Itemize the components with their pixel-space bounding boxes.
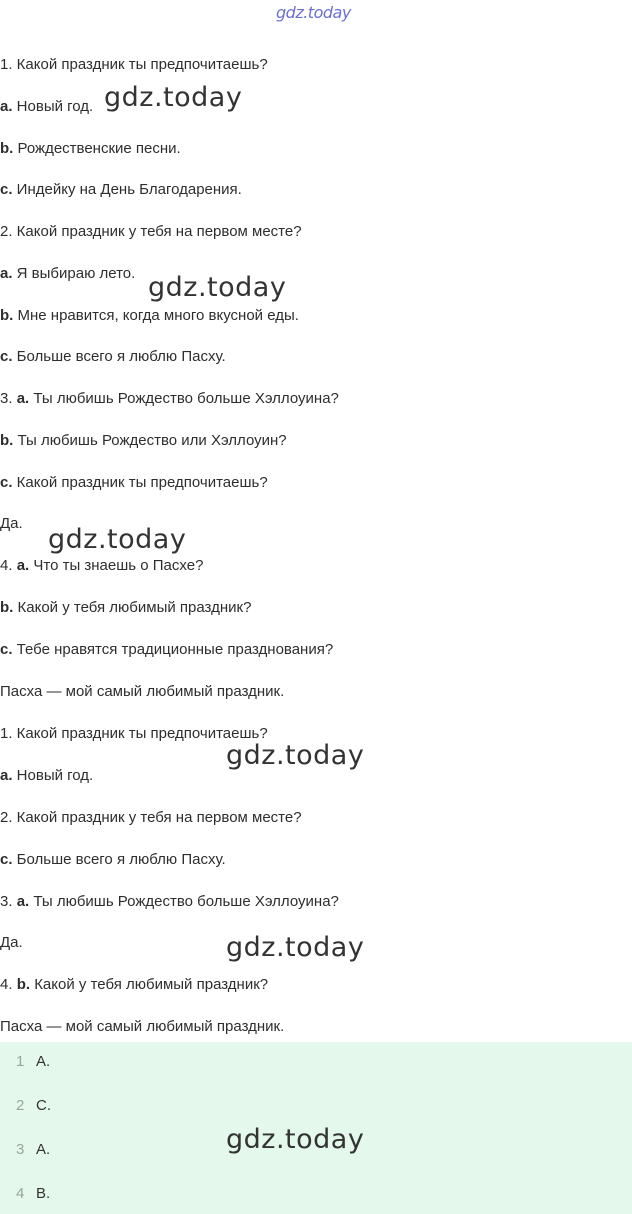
text-line [0,139,181,159]
line-text: 1. Какой праздник ты предпочитаешь? [0,56,268,73]
option-letter: a. [0,98,13,115]
line-text: Новый год. [12,98,94,115]
line-text: Пасха — мой самый любимый праздник. [0,683,285,700]
line-text: 2. Какой праздник у тебя на первом месте? [0,223,302,240]
option-letter: a. [0,265,13,282]
text-line [0,222,302,242]
text-line [0,640,333,660]
option-letter: c. [0,641,13,658]
text-line [0,850,226,870]
option-letter: c. [0,348,13,365]
text-line [0,431,287,451]
answer-row [16,1184,50,1204]
option-letter: c. [0,474,13,491]
text-line [0,180,242,200]
text-line [0,556,203,576]
text-line [0,55,268,75]
option-letter: b. [0,307,14,324]
answer-row [16,1052,50,1072]
option-letter: c. [0,851,13,868]
answer-value: A. [36,1053,51,1070]
text-line [0,97,93,117]
option-letter: b. [16,976,31,993]
option-letter: b. [0,140,14,157]
line-text: 2. Какой праздник у тебя на первом месте? [0,809,302,826]
text-line [0,808,302,828]
answer-number: 1 [16,1053,25,1070]
text-line [0,514,23,534]
site-link[interactable]: gdz.today [276,3,351,22]
line-text: Да. [0,934,23,951]
line-text: Тебе нравятся традиционные празднования? [12,641,334,658]
line-text: Ты любишь Рождество больше Хэллоуина? [29,893,339,910]
answer-number: 3 [16,1141,25,1158]
line-text: Какой праздник ты предпочитаешь? [12,474,268,491]
text-line [0,766,93,786]
watermark: gdz.today [104,82,243,113]
line-text: Какой у тебя любимый праздник? [30,976,269,993]
watermark: gdz.today [226,740,365,771]
option-letter: b. [0,432,14,449]
answer-number: 2 [16,1097,25,1114]
text-line [0,682,284,702]
text-line [0,264,135,284]
option-letter: a. [16,390,30,407]
line-text: Мне нравится, когда много вкусной еды. [13,307,299,324]
line-text: Что ты знаешь о Пасхе? [29,557,204,574]
line-text: Ты любишь Рождество больше Хэллоуина? [29,390,339,407]
line-text: Какой у тебя любимый праздник? [13,599,252,616]
watermark: gdz.today [48,524,187,555]
line-text: Ты любишь Рождество или Хэллоуин? [13,432,287,449]
option-letter: a. [16,893,30,910]
text-line [0,306,299,326]
text-line [0,933,23,953]
answer-row [16,1096,51,1116]
line-text: Индейку на День Благодарения. [12,181,242,198]
line-text: Пасха — мой самый любимый праздник. [0,1018,285,1035]
question-number: 3. [0,893,17,910]
option-letter: a. [0,767,13,784]
question-number: 3. [0,390,17,407]
line-text: 1. Какой праздник ты предпочитаешь? [0,725,268,742]
line-text: Новый год. [12,767,94,784]
text-line [0,473,268,493]
text-line [0,1017,284,1037]
option-letter: a. [16,557,30,574]
watermark: gdz.today [148,272,287,303]
watermark: gdz.today [226,1124,365,1155]
question-number: 4. [0,557,17,574]
question-number: 4. [0,976,17,993]
line-text: Я выбираю лето. [12,265,136,282]
text-line [0,347,226,367]
text-line [0,389,339,409]
answer-value: A. [36,1141,51,1158]
watermark: gdz.today [226,932,365,963]
option-letter: b. [0,599,14,616]
answer-row [16,1140,50,1160]
answer-value: C. [36,1097,51,1114]
text-line [0,598,251,618]
option-letter: c. [0,181,13,198]
text-line [0,975,268,995]
text-line [0,892,339,912]
line-text: Больше всего я люблю Пасху. [12,851,226,868]
answer-value: B. [36,1185,51,1202]
line-text: Больше всего я люблю Пасху. [12,348,226,365]
line-text: Рождественские песни. [13,140,181,157]
site-header [0,0,632,26]
answer-number: 4 [16,1185,25,1202]
line-text: Да. [0,515,23,532]
